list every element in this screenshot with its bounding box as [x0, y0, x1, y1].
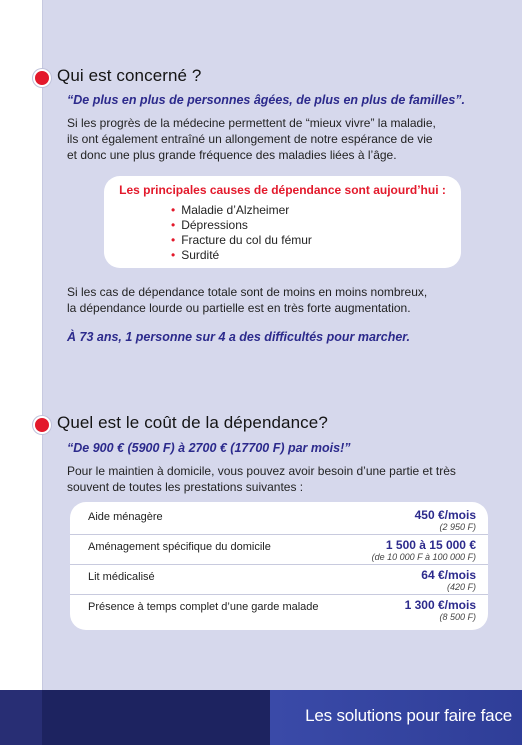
section-title-cout: Quel est le coût de la dépendance? [57, 413, 328, 432]
section-quote-cout: “De 900 € (5900 F) à 2700 € (17700 F) par mois!” [67, 441, 351, 455]
cost-euro: 1 300 €/mois [404, 598, 476, 612]
intro-paragraph-concerne [67, 115, 436, 163]
after-paragraph-concerne [67, 284, 427, 316]
band-pattern [0, 690, 42, 745]
cost-label: Présence à temps complet d’une garde malade [88, 601, 319, 613]
cost-euro: 64 €/mois [421, 568, 476, 582]
intro-line: souvent de toutes les prestations suivantes : [67, 480, 304, 494]
list-item [171, 218, 312, 233]
intro-line: ils ont également entraîné un allongement de notre espérance de vie [67, 132, 433, 146]
footer-band [0, 690, 522, 745]
bullet-icon: • [171, 248, 176, 262]
bullet-icon: • [171, 233, 176, 247]
bullet-icon: • [171, 203, 176, 217]
list-item [171, 203, 312, 218]
cost-euro: 450 €/mois [414, 508, 476, 522]
cost-label: Aide ménagère [88, 511, 163, 523]
list-item [171, 233, 312, 248]
intro-paragraph-cout [67, 463, 456, 495]
cost-franc: (8 500 F) [439, 612, 476, 622]
intro-line: et donc une plus grande fréquence des maladies liées à l’âge. [67, 148, 397, 162]
table-row [70, 564, 488, 595]
section-bullet-icon [33, 69, 51, 87]
causes-box [104, 176, 461, 268]
table-row [70, 534, 488, 565]
cost-table [70, 502, 488, 630]
cost-franc: (2 950 F) [439, 522, 476, 532]
table-row [70, 594, 488, 624]
footer-title-area [270, 690, 522, 745]
cost-franc: (420 F) [446, 582, 476, 592]
list-item [171, 248, 312, 263]
stat-highlight: À 73 ans, 1 personne sur 4 a des difficultés pour marcher. [67, 330, 410, 344]
bullet-icon: • [171, 218, 176, 232]
section-quote-concerne: “De plus en plus de personnes âgées, de plus en plus de familles”. [67, 93, 466, 107]
footer-title: Les solutions pour faire face [305, 706, 512, 725]
section-title-concerne: Qui est concerné ? [57, 66, 202, 85]
cost-label: Lit médicalisé [88, 571, 155, 583]
cause-label: Maladie d’Alzheimer [181, 203, 290, 217]
section-bullet-icon [33, 416, 51, 434]
intro-line: Pour le maintien à domicile, vous pouvez avoir besoin d’une partie et très [67, 464, 456, 478]
after-line: la dépendance lourde ou partielle est en très forte augmentation. [67, 301, 411, 315]
causes-title: Les principales causes de dépendance sont aujourd’hui : [119, 183, 446, 197]
cause-label: Surdité [181, 248, 220, 262]
cause-label: Fracture du col du fémur [181, 233, 312, 247]
causes-list [171, 203, 312, 263]
cost-label: Aménagement spécifique du domicile [88, 541, 271, 553]
cost-euro: 1 500 à 15 000 € [385, 538, 476, 552]
intro-line: Si les progrès de la médecine permettent de “mieux vivre” la maladie, [67, 116, 436, 130]
after-line: Si les cas de dépendance totale sont de moins en moins nombreux, [67, 285, 428, 299]
cause-label: Dépressions [181, 218, 248, 232]
table-row [70, 504, 488, 535]
cost-franc: (de 10 000 F à 100 000 F) [371, 552, 476, 562]
